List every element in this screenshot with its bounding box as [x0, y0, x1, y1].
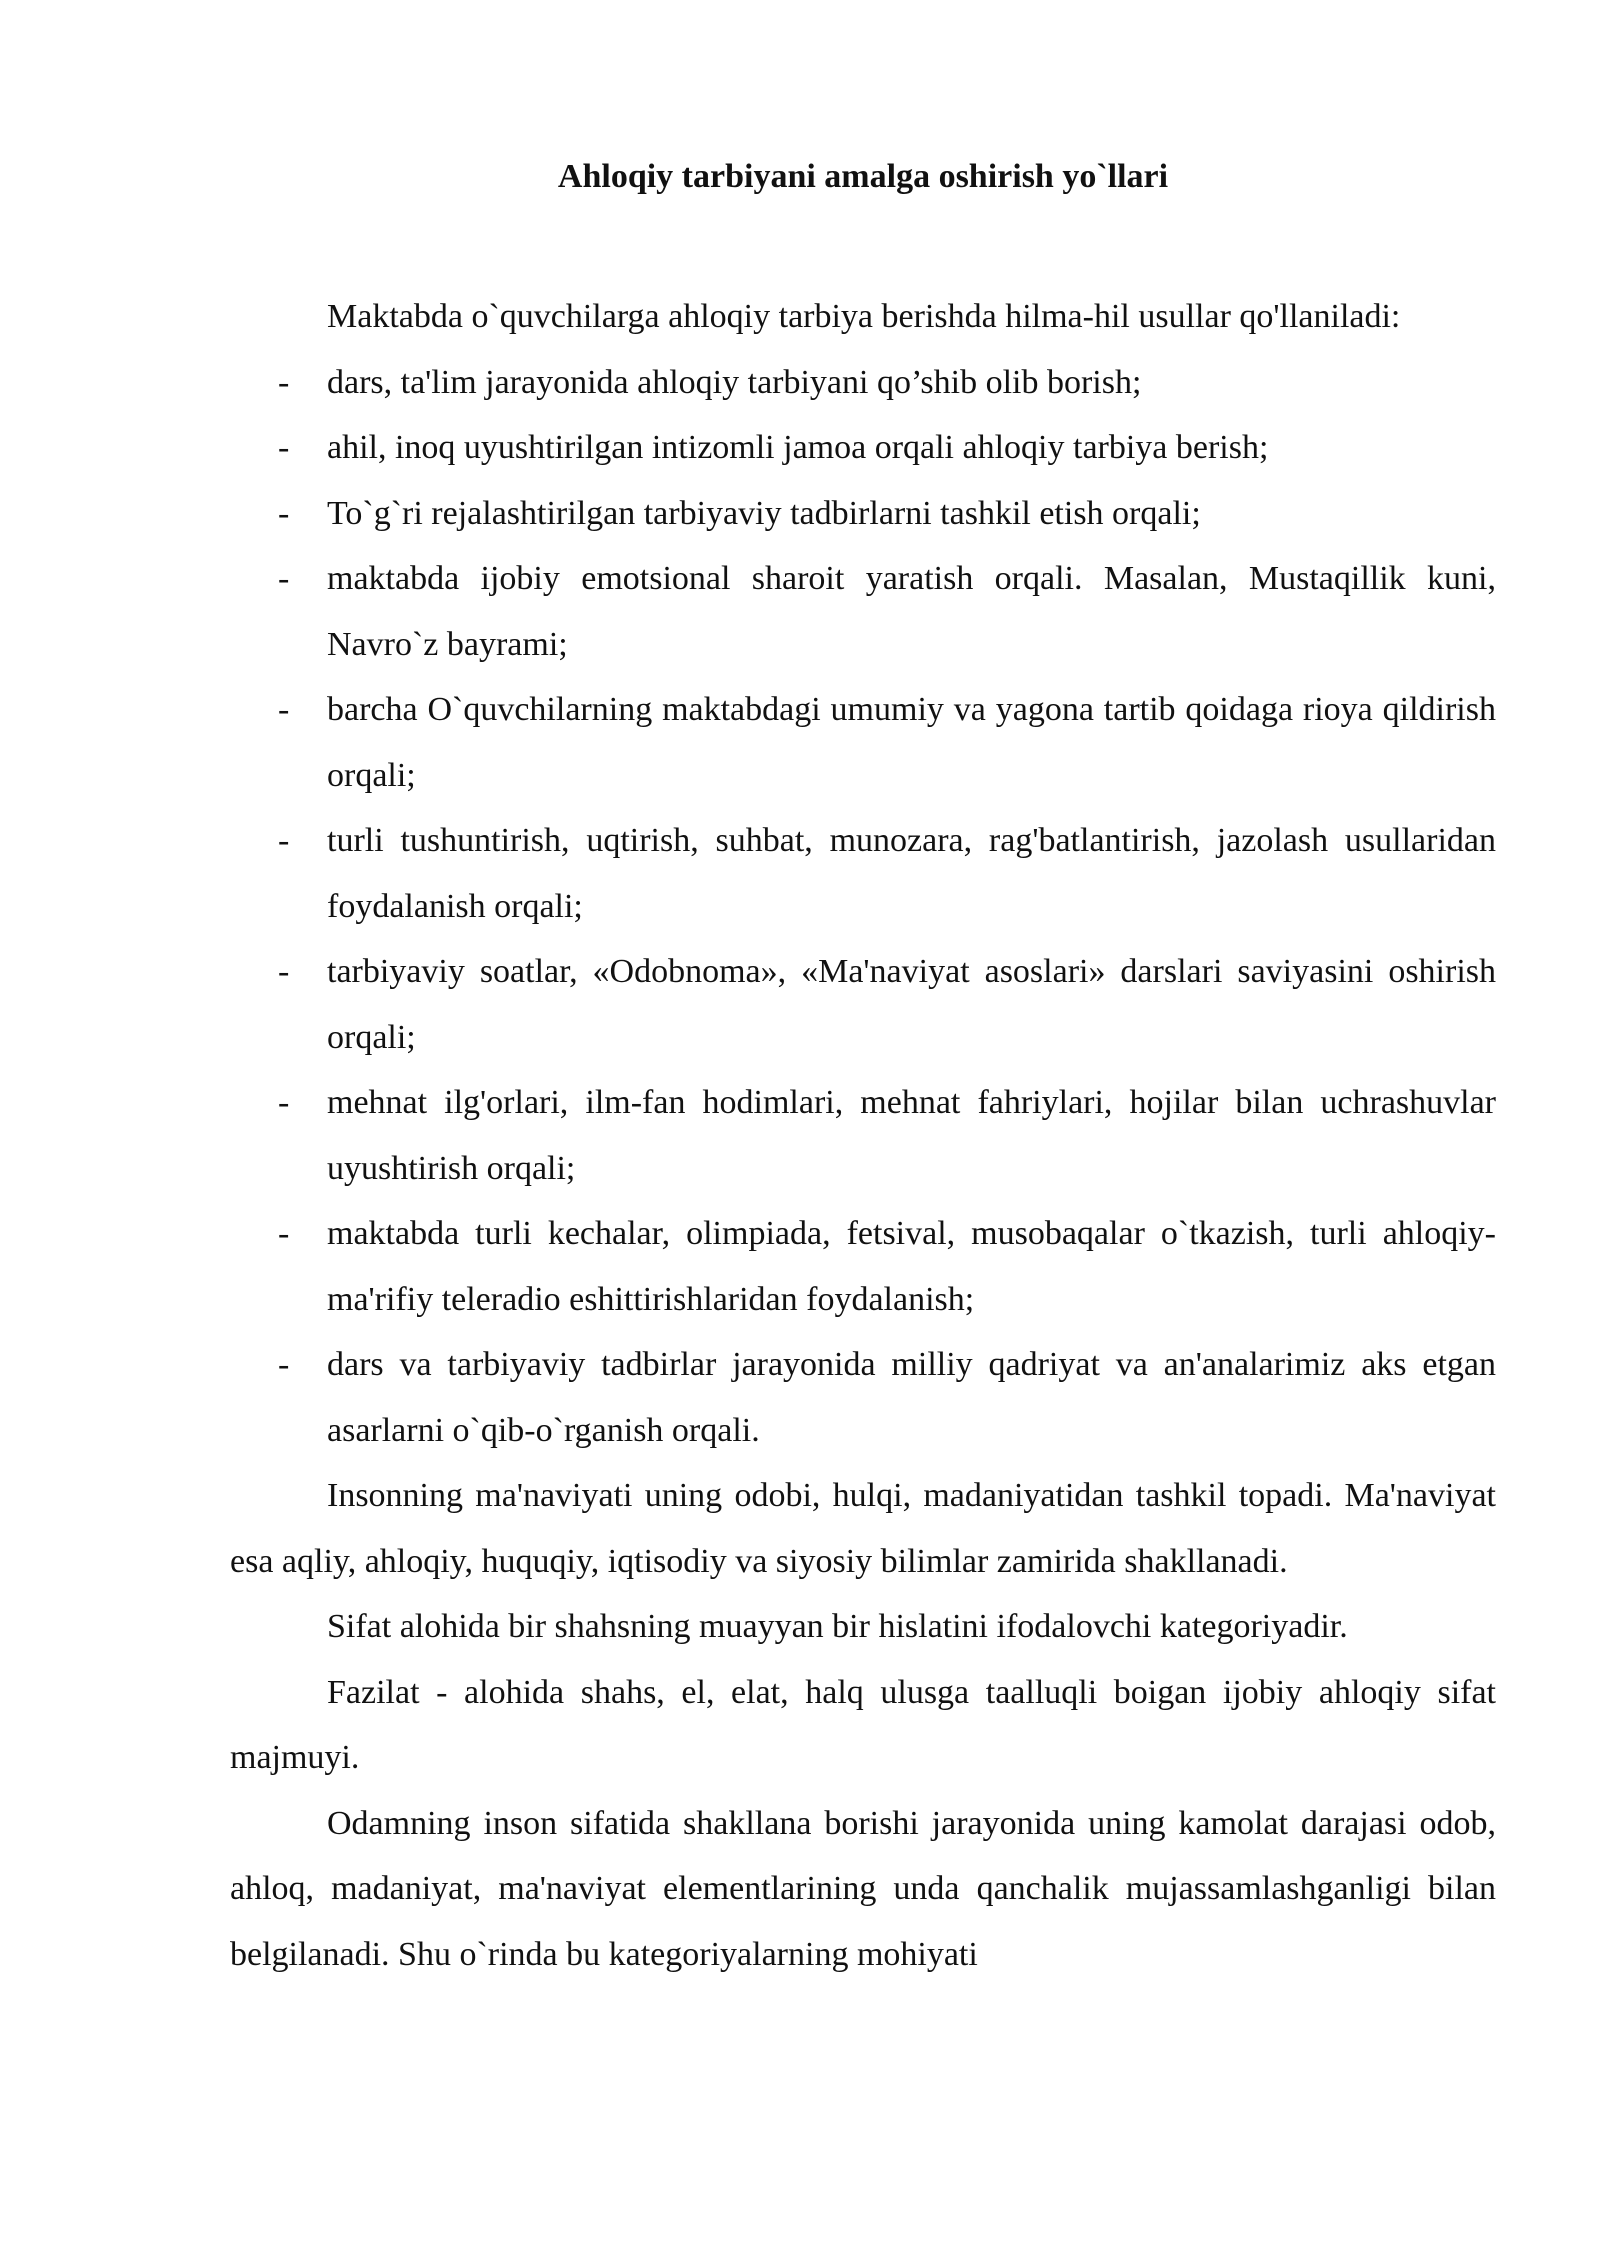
list-dash: -: [278, 953, 290, 990]
list-item-text: mehnat ilg'orlari, ilm-fan hodimlari, mehnat fahriylari, hojilar bilan uchrashuvlar uyushtirish orqali;: [327, 1084, 1496, 1187]
list-item-text: turli tushuntirish, uqtirish, suhbat, munozara, rag'batlantirish, jazolash usullaridan foydalanish orqali;: [327, 822, 1496, 925]
list-item-text: dars va tarbiyaviy tadbirlar jarayonida milliy qadriyat va an'analarimiz aks etgan asarlarni o`qib-o`rganish orqali.: [327, 1346, 1496, 1449]
list-dash: -: [278, 691, 290, 728]
list-item: [230, 350, 1496, 416]
list-item: [230, 808, 1496, 939]
list-item: [230, 481, 1496, 547]
document-page: [230, 150, 1496, 1987]
list-dash: -: [278, 1084, 290, 1121]
list-item-text: To`g`ri rejalashtirilgan tarbiyaviy tadbirlarni tashkil etish orqali;: [327, 494, 1201, 532]
body-paragraph: Fazilat - alohida shahs, el, elat, halq ulusga taalluqli boigan ijobiy ahloqiy sifat majmuyi.: [230, 1673, 1496, 1776]
intro-paragraph: Maktabda o`quvchilarga ahloqiy tarbiya berishda hilma-hil usullar qo'llaniladi:: [327, 298, 1401, 335]
list-item-text: barcha O`quvchilarning maktabdagi umumiy va yagona tartib qoidaga rioya qildirish orqali;: [327, 691, 1496, 794]
list-dash: -: [278, 363, 290, 401]
document-title: Ahloqiy tarbiyani amalga oshirish yo`llari: [557, 158, 1169, 195]
list-item: [230, 415, 1496, 481]
list-dash: -: [278, 494, 290, 532]
list-item: [230, 1201, 1496, 1332]
list-dash: -: [278, 1215, 290, 1252]
list-item: [230, 1070, 1496, 1201]
list-item-text: tarbiyaviy soatlar, «Odobnoma», «Ma'naviyat asoslari» darslari saviyasini oshirish orqali;: [327, 953, 1496, 1056]
list-dash: -: [278, 560, 290, 597]
list-item-text: dars, ta'lim jarayonida ahloqiy tarbiyani qo’shib olib borish;: [327, 363, 1142, 401]
body-paragraph: Odamning inson sifatida shakllana borishi jarayonida uning kamolat darajasi odob, ahloq, madaniyat, ma'naviyat elementlarining unda qanchalik mujassamlashganligi bilan belgilanadi. Shu o`rinda bu kategoriyalarning mohiyati: [230, 1804, 1496, 1973]
list-item-text: maktabda turli kechalar, olimpiada, fetsival, musobaqalar o`tkazish, turli ahloqiy-ma'rifiy teleradio eshittirishlaridan foydalanish;: [327, 1215, 1496, 1318]
list-item: [230, 939, 1496, 1070]
list-dash: -: [278, 1346, 290, 1383]
methods-list: [230, 350, 1496, 1464]
body-paragraph: Sifat alohida bir shahsning muayyan bir hislatini ifodalovchi kategoriyadir.: [327, 1608, 1348, 1645]
list-item-text: ahil, inoq uyushtirilgan intizomli jamoa orqali ahloqiy tarbiya berish;: [327, 429, 1269, 466]
list-item: [230, 1332, 1496, 1463]
list-item-text: maktabda ijobiy emotsional sharoit yaratish orqali. Masalan, Mustaqillik kuni, Navro`z bayrami;: [327, 560, 1496, 663]
body-paragraph: Insonning ma'naviyati uning odobi, hulqi, madaniyatidan tashkil topadi. Ma'naviyat esa aqliy, ahloqiy, huquqiy, iqtisodiy va siyosiy bilimlar zamirida shakllanadi.: [230, 1477, 1496, 1580]
list-dash: -: [278, 429, 290, 466]
list-item: [230, 546, 1496, 677]
list-dash: -: [278, 822, 290, 859]
list-item: [230, 677, 1496, 808]
